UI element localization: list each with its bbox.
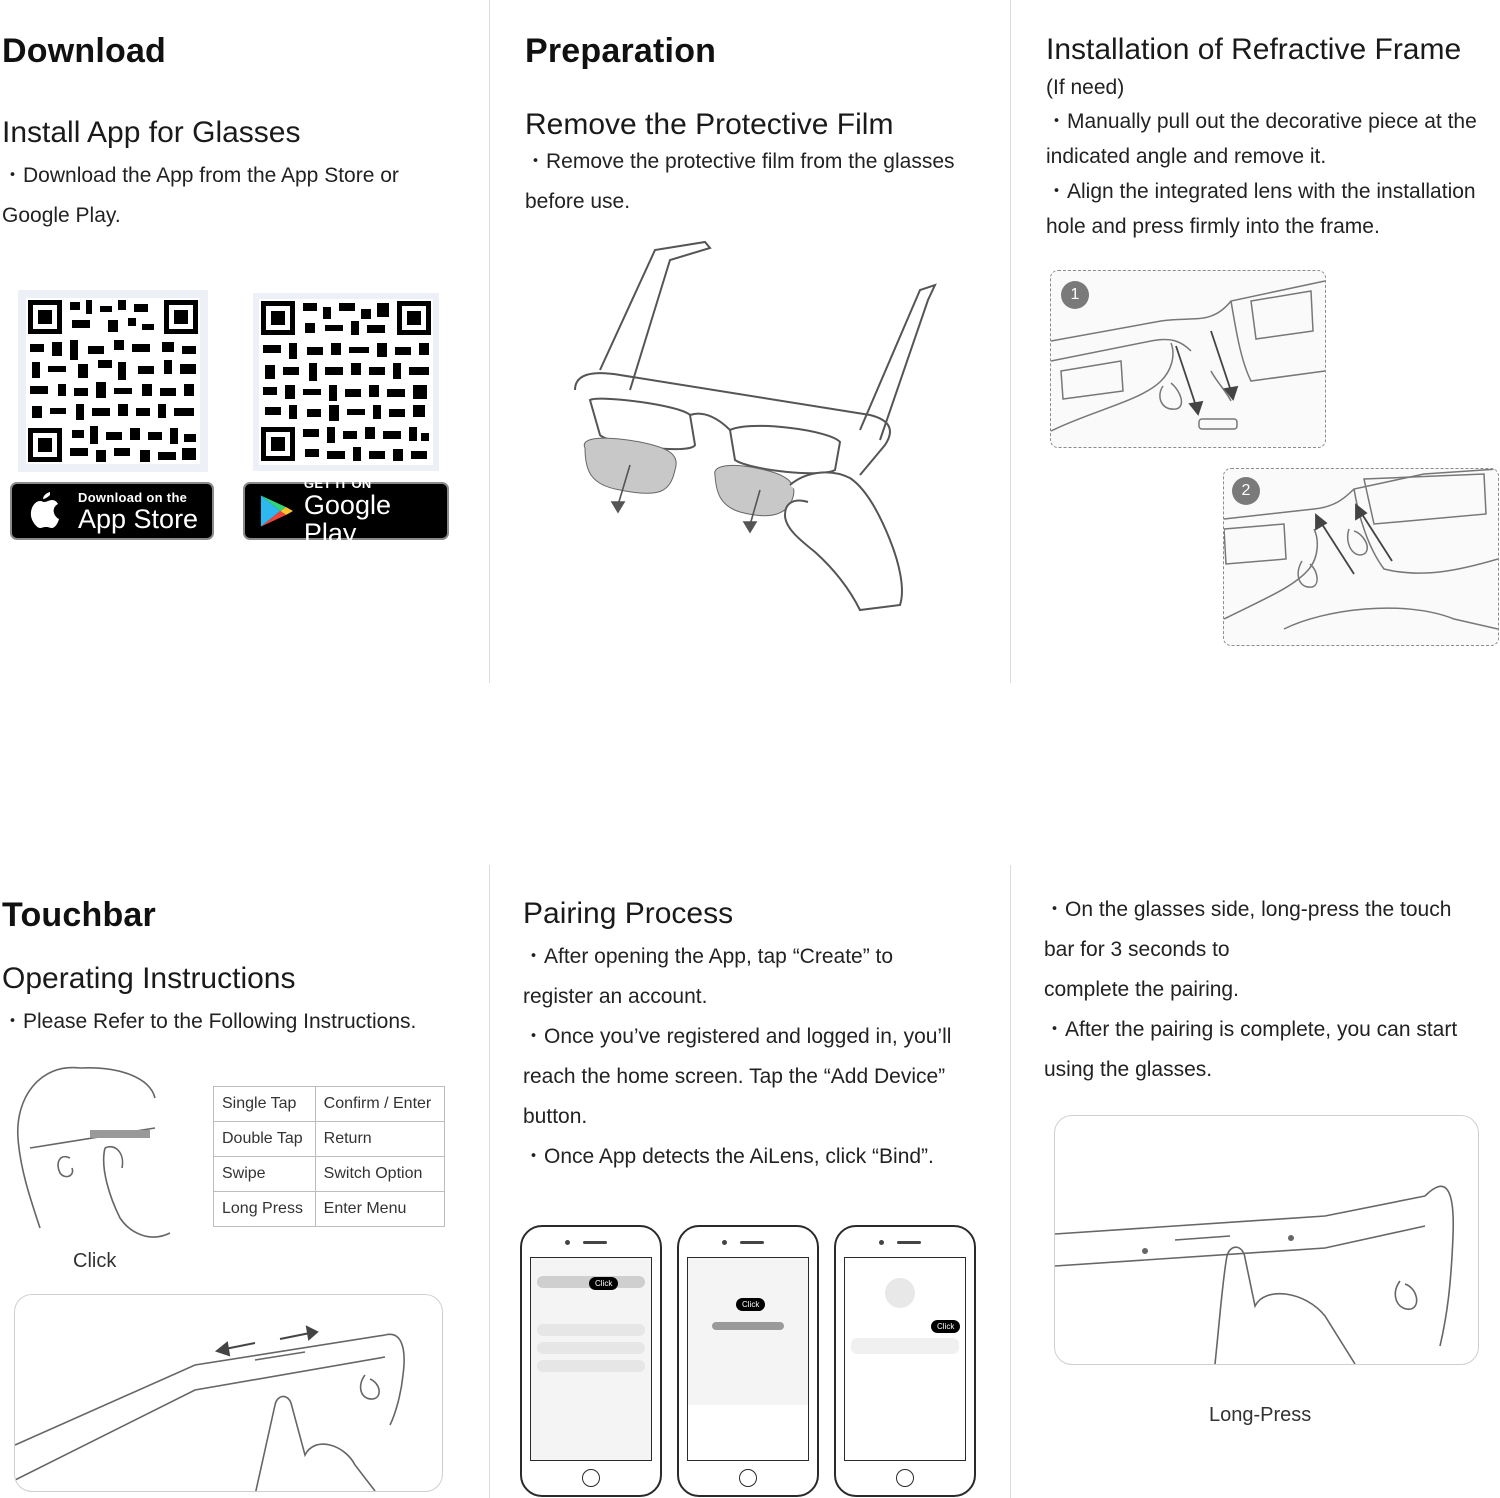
add-device-button — [712, 1322, 784, 1330]
table-row — [214, 1157, 445, 1192]
apple-icon — [26, 491, 62, 531]
instruction-line: using the glasses. — [1044, 1058, 1213, 1081]
refractive-note: (If need) — [1046, 76, 1125, 99]
phone-camera — [722, 1240, 727, 1245]
app-store-badge[interactable] — [10, 482, 214, 540]
click-tag: Click — [931, 1320, 960, 1333]
click-tag: Click — [736, 1298, 765, 1311]
preparation-instructions — [525, 142, 955, 222]
instruction-line: ・After opening the App, tap “Create” to — [523, 945, 894, 968]
phone-home-button — [739, 1469, 757, 1487]
download-instructions — [2, 156, 399, 236]
login-option-row — [537, 1360, 645, 1372]
action-cell: Enter Menu — [315, 1192, 444, 1227]
step-1-illustration — [1050, 270, 1326, 448]
download-subtitle: Install App for Glasses — [2, 116, 301, 149]
instruction-line: Google Play. — [2, 204, 121, 227]
remove-film-illustration — [560, 230, 950, 620]
divider — [489, 0, 490, 683]
phone-camera — [879, 1240, 884, 1245]
click-caption: Click — [73, 1250, 117, 1272]
instruction-line: complete the pairing. — [1044, 978, 1239, 1001]
google-play-badge[interactable] — [243, 475, 449, 548]
gesture-cell: Double Tap — [214, 1122, 316, 1157]
app-store-badge-small-text: Download on the — [78, 489, 188, 505]
instruction-line: ・Remove the protective film from the glasses — [525, 150, 955, 173]
instruction-line: ・Align the integrated lens with the installation — [1046, 180, 1476, 203]
instruction-line: button. — [523, 1105, 588, 1128]
table-row — [214, 1087, 445, 1122]
pairing-title: Pairing Process — [523, 897, 734, 930]
gesture-cell: Long Press — [214, 1192, 316, 1227]
instruction-line: hole and press firmly into the frame. — [1046, 215, 1380, 238]
phone-camera — [565, 1240, 570, 1245]
click-tag: Click — [589, 1277, 618, 1290]
divider — [1010, 865, 1011, 1498]
long-press-caption: Long-Press — [1209, 1404, 1312, 1426]
action-cell: Return — [315, 1122, 444, 1157]
instruction-line: register an account. — [523, 985, 708, 1008]
head-click-illustration — [10, 1058, 180, 1248]
google-play-badge-label: Google Play — [303, 489, 391, 548]
complete-instructions — [1044, 890, 1457, 1090]
google-play-badge-small-text: GET IT ON — [303, 475, 372, 491]
phone-create-account — [520, 1225, 662, 1497]
gesture-cell: Swipe — [214, 1157, 316, 1192]
instruction-line: ・After the pairing is complete, you can start — [1044, 1018, 1458, 1041]
device-row — [851, 1338, 959, 1354]
preparation-subtitle: Remove the Protective Film — [525, 108, 894, 141]
instruction-line: bar for 3 seconds to — [1044, 938, 1230, 961]
instruction-line: ・Please Refer to the Following Instructions. — [2, 1010, 417, 1033]
divider — [1010, 0, 1011, 683]
instruction-line: ・Download the App from the App Store or — [2, 164, 399, 187]
touchbar-instructions — [2, 1002, 416, 1042]
instruction-line: before use. — [525, 190, 631, 213]
download-title: Download — [2, 32, 167, 70]
refractive-title: Installation of Refractive Frame — [1046, 33, 1462, 66]
phone-screen — [844, 1257, 966, 1461]
action-cell: Switch Option — [315, 1157, 444, 1192]
operations-table — [213, 1086, 445, 1227]
table-row — [214, 1122, 445, 1157]
phone-speaker — [897, 1241, 921, 1244]
phone-home-button — [896, 1469, 914, 1487]
step-2-illustration — [1223, 468, 1499, 646]
app-store-qr-code — [18, 290, 208, 472]
instruction-line: reach the home screen. Tap the “Add Device” — [523, 1065, 946, 1088]
login-option-row — [537, 1342, 645, 1354]
google-play-qr-code — [253, 293, 439, 471]
instruction-line: indicated angle and remove it. — [1046, 145, 1327, 168]
table-row — [214, 1192, 445, 1227]
gesture-cell: Single Tap — [214, 1087, 316, 1122]
phone-screen — [530, 1257, 652, 1461]
step-1-badge: 1 — [1061, 281, 1089, 309]
touchbar-subtitle: Operating Instructions — [2, 962, 296, 995]
pairing-instructions — [523, 937, 951, 1177]
refractive-instructions — [1046, 104, 1477, 244]
divider — [489, 865, 490, 1498]
instruction-line: ・On the glasses side, long-press the touch — [1044, 898, 1452, 921]
phone-home-button — [582, 1469, 600, 1487]
phone-speaker — [740, 1241, 764, 1244]
phone-add-device — [677, 1225, 819, 1497]
phone-bind-device — [834, 1225, 976, 1497]
preparation-title: Preparation — [525, 32, 717, 70]
instruction-line: ・Once you’ve registered and logged in, you’ll — [523, 1025, 952, 1048]
instruction-line: ・Once App detects the AiLens, click “Bind”. — [523, 1145, 934, 1168]
long-press-illustration — [1054, 1115, 1479, 1365]
touchbar-title: Touchbar — [2, 896, 156, 934]
app-store-badge-label: App Store — [78, 503, 199, 534]
action-cell: Confirm / Enter — [315, 1087, 444, 1122]
login-option-row — [537, 1324, 645, 1336]
phone-speaker — [583, 1241, 607, 1244]
phone-screen — [687, 1257, 809, 1461]
instruction-line: ・Manually pull out the decorative piece at the — [1046, 110, 1477, 133]
step-2-badge: 2 — [1232, 477, 1260, 505]
google-play-icon — [257, 491, 296, 531]
swipe-illustration — [14, 1294, 443, 1492]
